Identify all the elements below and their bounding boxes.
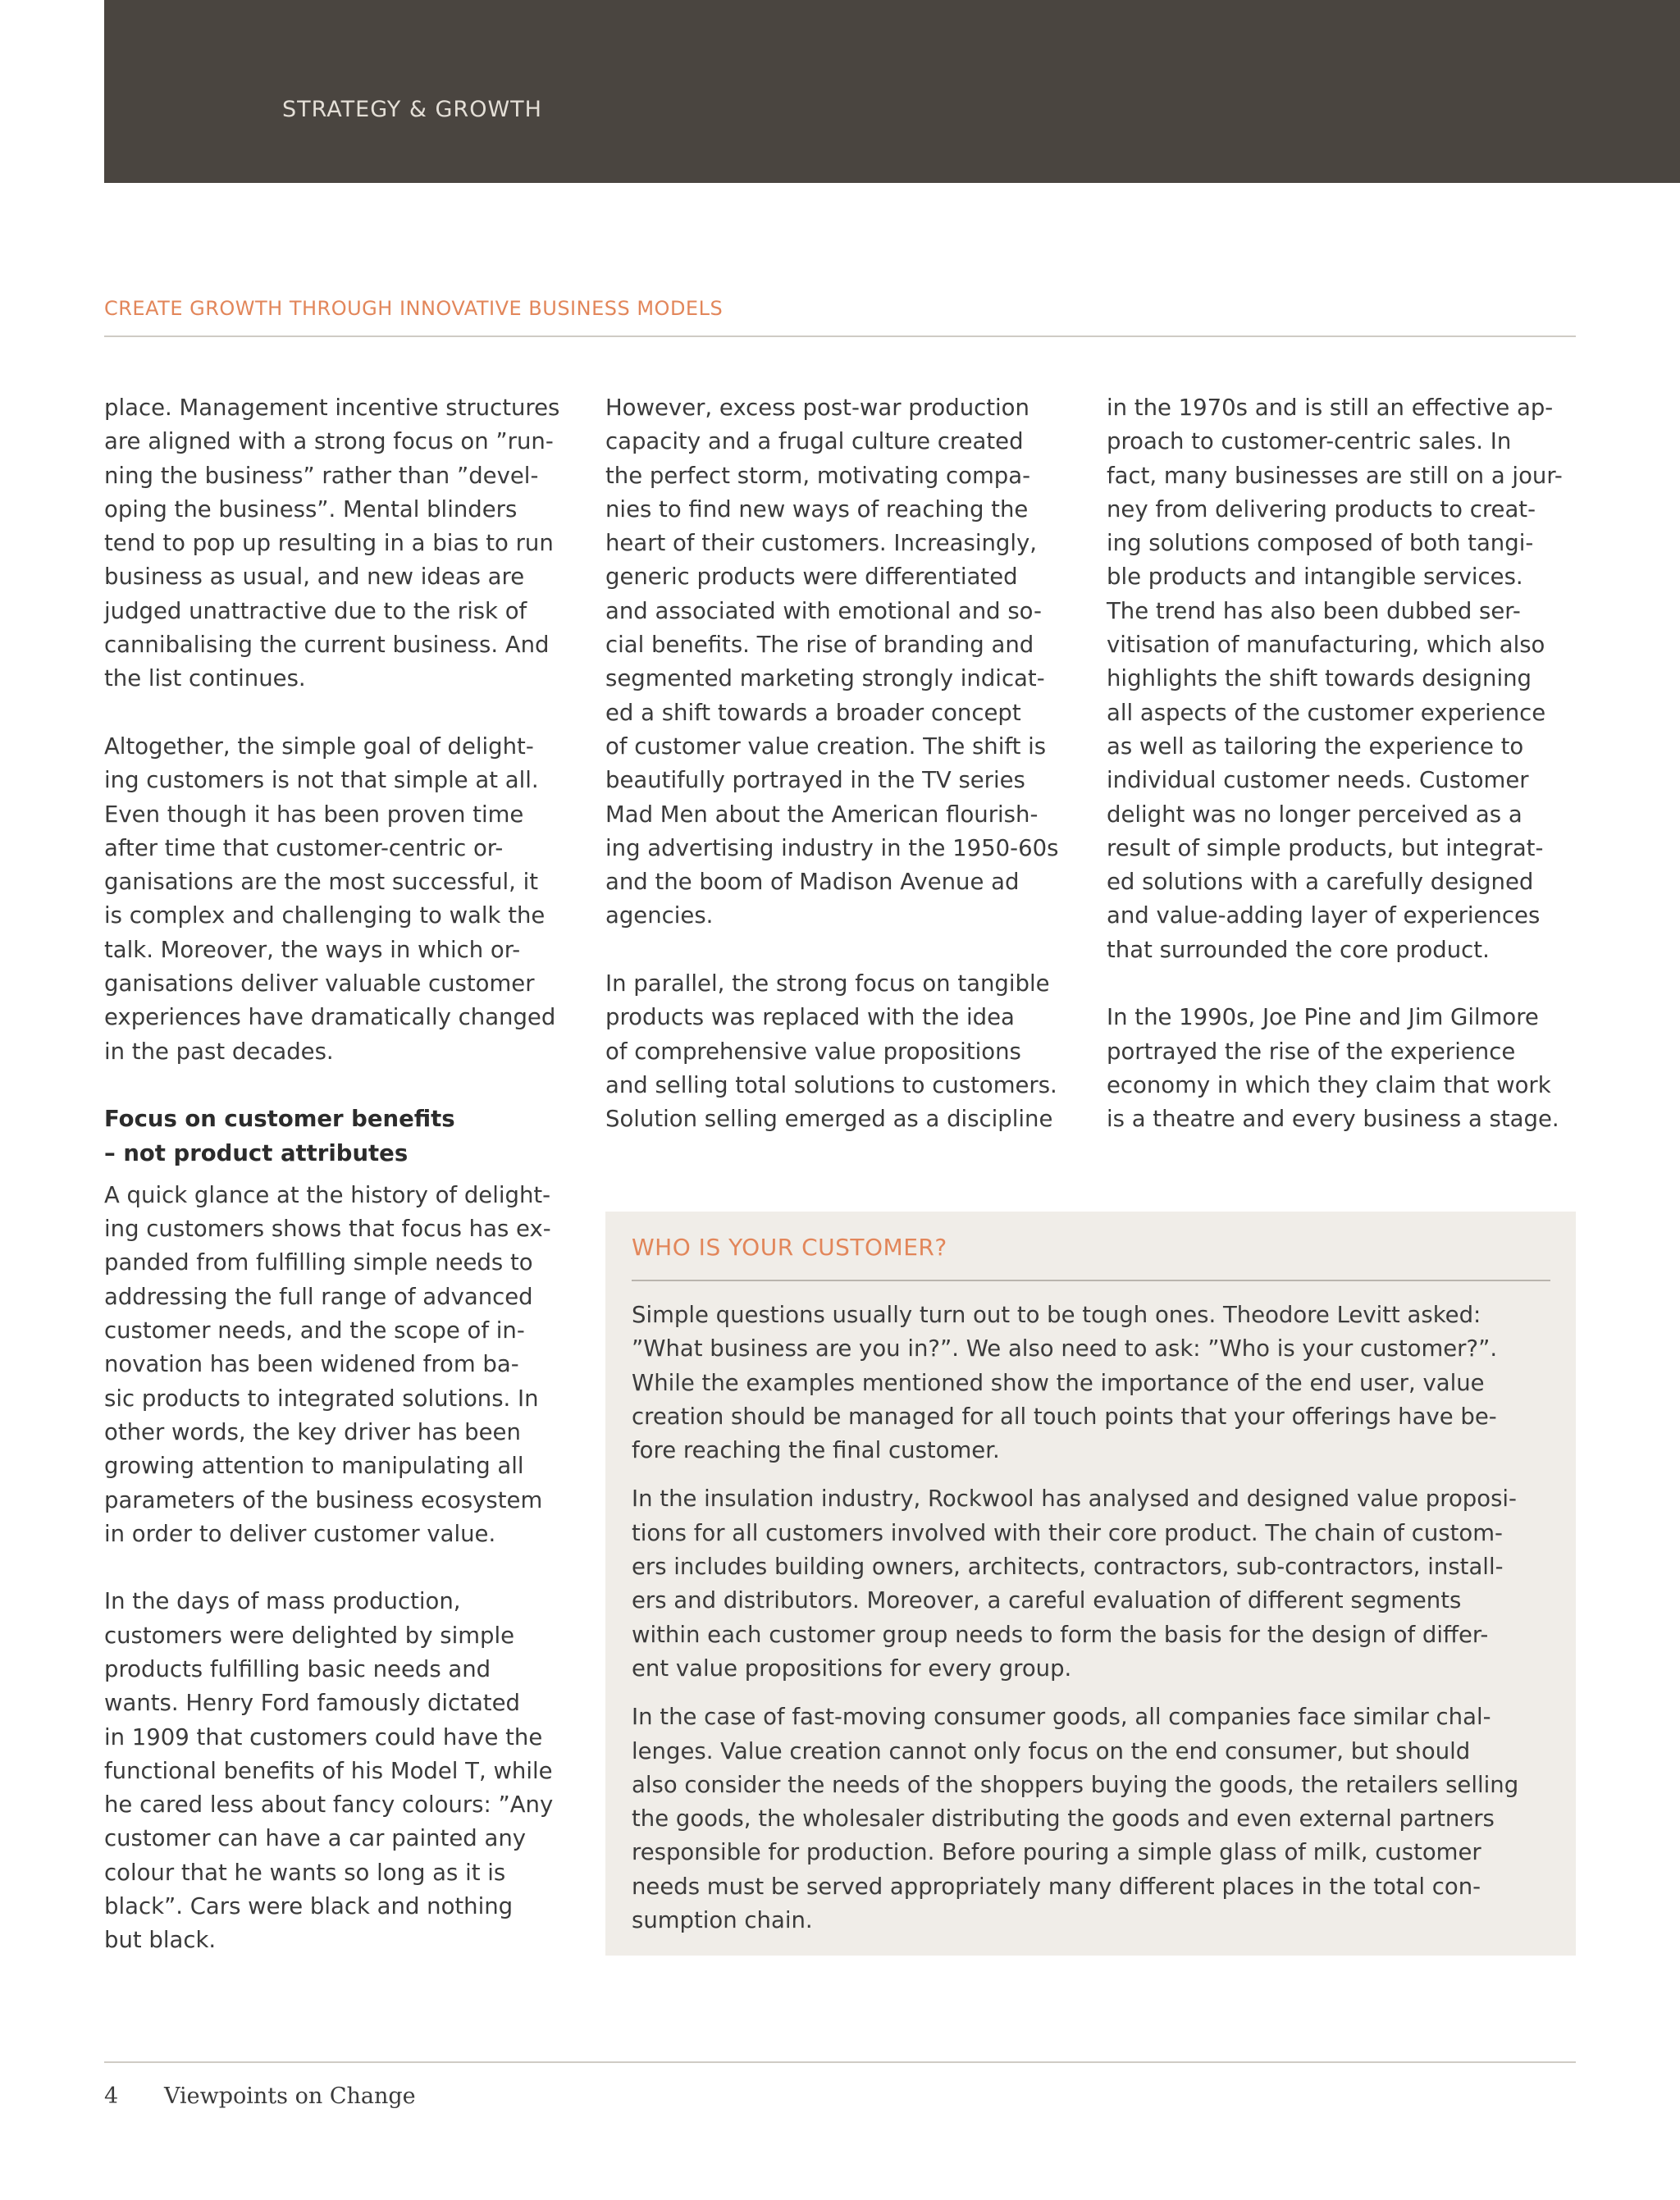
text-column-1 [104, 391, 596, 1958]
paragraph: However, excess post-war production capacity and a frugal culture created the perfect storm, motivating compa- nies to find new ways of reaching the heart of their customers. Increasingly, generic products were differentiated and associated with emotional and so- cial benefits. The rise of branding and segmented marketing strongly indicat- ed a shift towards a broader concept of customer value creation. The shift is beautifully portrayed in the TV series Mad Men about the American flourish- ing advertising industry in the 1950-60s and the boom of Madison Avenue ad agencies. [605, 395, 1059, 929]
kicker-divider [104, 335, 1576, 337]
sidebar-box-title: WHO IS YOUR CUSTOMER? [632, 1234, 947, 1261]
paragraph: in the 1970s and is still an effective ap- proach to customer-centric sales. In fact, many businesses are still on a jour- ney from delivering products to creat- ing solutions composed of both tangi- ble products and intangible services. The trend has also been dubbed ser- vitisation of manufacturing, which also highlights the shift towards designing all aspects of the customer experience as well as tailoring the experience to individual customer needs. Customer delight was no longer perceived as a result of simple products, but integrat- ed solutions with a carefully designed and value-adding layer of experiences that surrounded the core product. [1107, 395, 1563, 963]
paragraph: Altogether, the simple goal of delight- ing customers is not that simple at all. Even though it has been proven time after time that customer-centric or- ganisations are the most successful, it is complex and challenging to walk the talk. Moreover, the ways in which or- ganisations deliver valuable customer experiences have dramatically changed in the past decades. [104, 733, 556, 1065]
paragraph: In the case of fast-moving consumer goods, all companies face similar chal- lenges. Value creation cannot only focus on the end consumer, but should also consider the needs of the shoppers buying the goods, the retailers selling the goods, the wholesaler distributing the goods and even external partners responsible for production. Before pouring a simple glass of milk, customer needs must be served appropriately many different places in the total con- sumption chain. [632, 1704, 1519, 1934]
sidebar-box [605, 1212, 1576, 1956]
section-title: STRATEGY & GROWTH [282, 97, 542, 122]
paragraph: place. Management incentive structures are aligned with a strong focus on ”run- ning the business” rather than ”devel- oping the business”. Mental blinders tend to pop up resulting in a bias to run business as usual, and new ideas are judged unattractive due to the risk of cannibalising the current business. And the list continues. [104, 395, 560, 692]
sidebar-box-divider [632, 1280, 1550, 1281]
text-column-3 [1107, 391, 1599, 1137]
footer-divider [104, 2061, 1576, 2063]
publication-name: Viewpoints on Change [164, 2084, 416, 2109]
header-band [104, 0, 1680, 183]
paragraph: In the 1990s, Joe Pine and Jim Gilmore portrayed the rise of the experience economy in which they claim that work is a theatre and every business a stage. [1107, 1004, 1559, 1133]
paragraph: A quick glance at the history of delight- ing customers shows that focus has ex- panded from fulfilling simple needs to addressing the full range of advanced customer needs, and the scope of in- novation has been widened from ba- sic products to integrated solutions. In other words, the key driver has been growing attention to manipulating all parameters of the business ecosystem in order to deliver customer value. [104, 1181, 551, 1547]
paragraph: Simple questions usually turn out to be tough ones. Theodore Levitt asked: ”What business are you in?”. We also need to ask: ”Who is your customer?”. While the examples mentioned show the importance of the end user, value creation should be managed for all touch points that your offerings have be- fore reaching the final customer. [632, 1302, 1498, 1464]
subheading: Focus on customer benefits – not product attributes [104, 1106, 455, 1166]
article-kicker: CREATE GROWTH THROUGH INNOVATIVE BUSINESS MODELS [104, 297, 724, 320]
page-number: 4 [104, 2084, 119, 2109]
text-column-2 [605, 391, 1098, 1137]
paragraph: In the insulation industry, Rockwool has analysed and designed value proposi- tions for all customers involved with their core product. The chain of custom- ers includes building owners, architects, contractors, sub-contractors, install- ers and distributors. Moreover, a careful evaluation of different segments within each customer group needs to form the basis for the design of differ- ent value propositions for every group. [632, 1486, 1517, 1682]
paragraph: In the days of mass production, customers were delighted by simple products fulfilling basic needs and wants. Henry Ford famously dictated in 1909 that customers could have the functional benefits of his Model T, while he cared less about fancy colours: ”Any customer can have a car painted any colour that he wants so long as it is black”. Cars were black and nothing but black. [104, 1588, 554, 1954]
paragraph: In parallel, the strong focus on tangible products was replaced with the idea of comprehensive value propositions and selling total solutions to customers. Solution selling emerged as a discipline [605, 970, 1057, 1133]
sidebar-box-body [632, 1299, 1518, 1938]
